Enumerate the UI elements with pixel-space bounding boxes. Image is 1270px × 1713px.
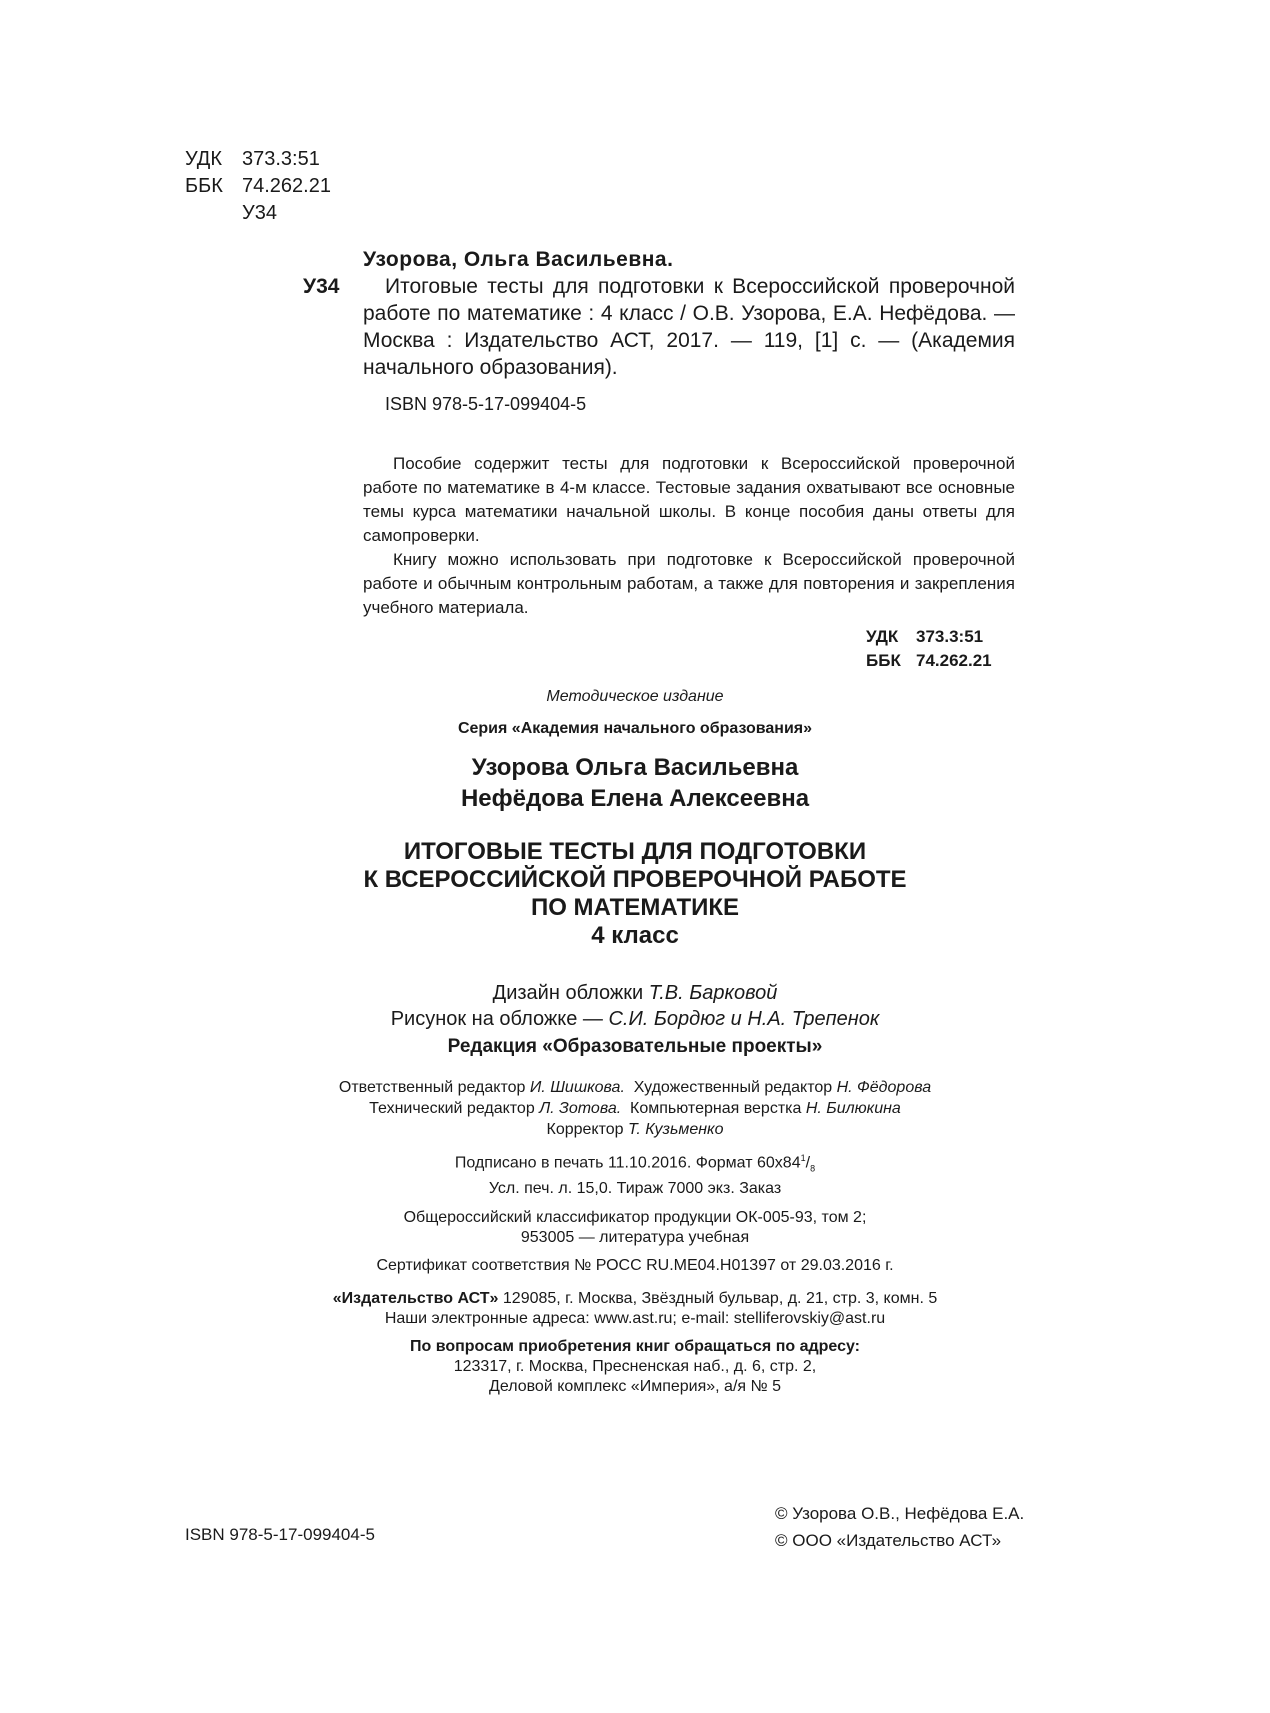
purchase-address: 123317, г. Москва, Пресненская наб., д. 6, стр. 2,	[453, 1358, 817, 1375]
udk-label: УДК	[185, 148, 223, 170]
grade-line: 4 класс	[591, 922, 679, 949]
annotation	[363, 452, 1015, 620]
editorial-office: Редакция «Образовательные проекты»	[447, 1036, 823, 1057]
authors	[0, 752, 1270, 814]
author-heading: Узорова, Ольга Васильевна.	[363, 248, 674, 271]
classification-top	[185, 146, 331, 227]
purchase-heading: По вопросам приобретения книг обращаться по адресу:	[410, 1338, 860, 1355]
annotation-paragraph: Пособие содержит тесты для подготовки к Всероссийской проверочной работе по математике в 4-м классе. Тестовые задания охватывают все основные темы курса математики начальной школы. В конце пособия даны ответы для самопроверки.	[363, 454, 1015, 545]
udk-value: 373.3:51	[916, 627, 984, 646]
bbk-label: ББК	[866, 651, 901, 670]
classifier-line: Общероссийский классификатор продукции ОК-005-93, том 2;	[403, 1209, 867, 1226]
title-line: ПО МАТЕМАТИКЕ	[530, 894, 740, 921]
cover-art-name: С.И. Бордюг и Н.А. Трепенок	[608, 1008, 880, 1030]
isbn-footer: ISBN 978-5-17-099404-5	[185, 1525, 375, 1544]
print-line: Усл. печ. л. 15,0. Тираж 7000 экз. Заказ	[488, 1179, 782, 1197]
format-denominator: 8	[810, 1163, 816, 1174]
edition-type: Методическое издание	[546, 688, 724, 705]
classification-bottom	[866, 625, 992, 673]
copyright-publisher: © ООО «Издательство АСТ»	[775, 1531, 1002, 1550]
proofreader-label: Корректор	[546, 1121, 624, 1138]
book-title	[0, 838, 1270, 950]
art-editor-label: Художественный редактор	[633, 1079, 833, 1096]
tech-editor-label: Технический редактор	[369, 1100, 535, 1117]
publisher-address: 129085, г. Москва, Звёздный бульвар, д. 21, стр. 3, комн. 5	[498, 1290, 938, 1307]
exec-editor-label: Ответственный редактор	[338, 1079, 526, 1096]
series-title: Серия «Академия начального образования»	[457, 720, 813, 737]
publisher-name: «Издательство АСТ»	[332, 1290, 499, 1307]
author-name: Узорова Ольга Васильевна	[471, 754, 799, 781]
bibliographic-description: Итоговые тесты для подготовки к Всероссийской проверочной работе по математике : 4 класс / О.В. Узорова, Е.А. Нефёдова. — Москва : Издательство АСТ, 2017. — 119, [1] с. — (Академия начального образования).	[363, 275, 1015, 379]
layout-name: Н. Билюкина	[805, 1100, 901, 1117]
purchase-info	[0, 1337, 1270, 1397]
copyright	[775, 1500, 1024, 1554]
bbk-label: ББК	[185, 175, 223, 197]
cover-design-label: Дизайн обложки	[492, 982, 644, 1004]
copyright-authors: © Узорова О.В., Нефёдова Е.А.	[775, 1504, 1025, 1523]
publisher-web: Наши электронные адреса: www.ast.ru; e-mail: stelliferovskiy@ast.ru	[384, 1310, 886, 1327]
author-name: Нефёдова Елена Алексеевна	[460, 785, 810, 812]
isbn: ISBN 978-5-17-099404-5	[385, 394, 587, 414]
layout-label: Компьютерная верстка	[630, 1100, 802, 1117]
cover-design-name: Т.В. Барковой	[648, 982, 778, 1004]
exec-editor-name: И. Шишкова.	[529, 1079, 625, 1096]
format-numerator: 1	[800, 1153, 806, 1163]
title-line: К ВСЕРОССИЙСКОЙ ПРОВЕРОЧНОЙ РАБОТЕ	[363, 866, 907, 893]
title-line: ИТОГОВЫЕ ТЕСТЫ ДЛЯ ПОДГОТОВКИ	[403, 838, 867, 865]
product-classifier	[0, 1208, 1270, 1248]
certificate: Сертификат соответствия № РОСС RU.ME04.H01397 от 29.03.2016 г.	[376, 1257, 894, 1274]
classifier-line: 953005 — литература учебная	[520, 1229, 750, 1246]
udk-label: УДК	[866, 627, 899, 646]
print-line: Подписано в печать 11.10.2016. Формат 60х84	[454, 1154, 801, 1172]
cover-credits	[0, 980, 1270, 1032]
annotation-paragraph: Книгу можно использовать при подготовке к Всероссийской проверочной работе и обычным контрольным работам, а также для повторения и закрепления учебного материала.	[363, 550, 1015, 617]
bibliographic-record	[303, 246, 1015, 418]
print-details: Подписано в печать 11.10.2016. Формат $60х84^1/_8$ Усл. печ. л. 15,0. Тираж 7000 экз. Заказ	[0, 1148, 1270, 1199]
udk-value: 373.3:51	[242, 148, 320, 170]
cover-art-label: Рисунок на обложке —	[390, 1008, 603, 1030]
proofreader-name: Т. Кузьменко	[628, 1121, 724, 1138]
tech-editor-name: Л. Зотова.	[539, 1100, 622, 1117]
art-editor-name: Н. Фёдорова	[836, 1079, 932, 1096]
bbk-value: 74.262.21	[242, 175, 331, 197]
purchase-address: Деловой комплекс «Империя», а/я № 5	[488, 1378, 782, 1395]
bbk-value: 74.262.21	[916, 651, 992, 670]
staff-credits	[0, 1077, 1270, 1140]
author-code: У34	[242, 202, 277, 224]
publisher-info	[0, 1289, 1270, 1329]
author-mark: У34	[303, 275, 340, 298]
